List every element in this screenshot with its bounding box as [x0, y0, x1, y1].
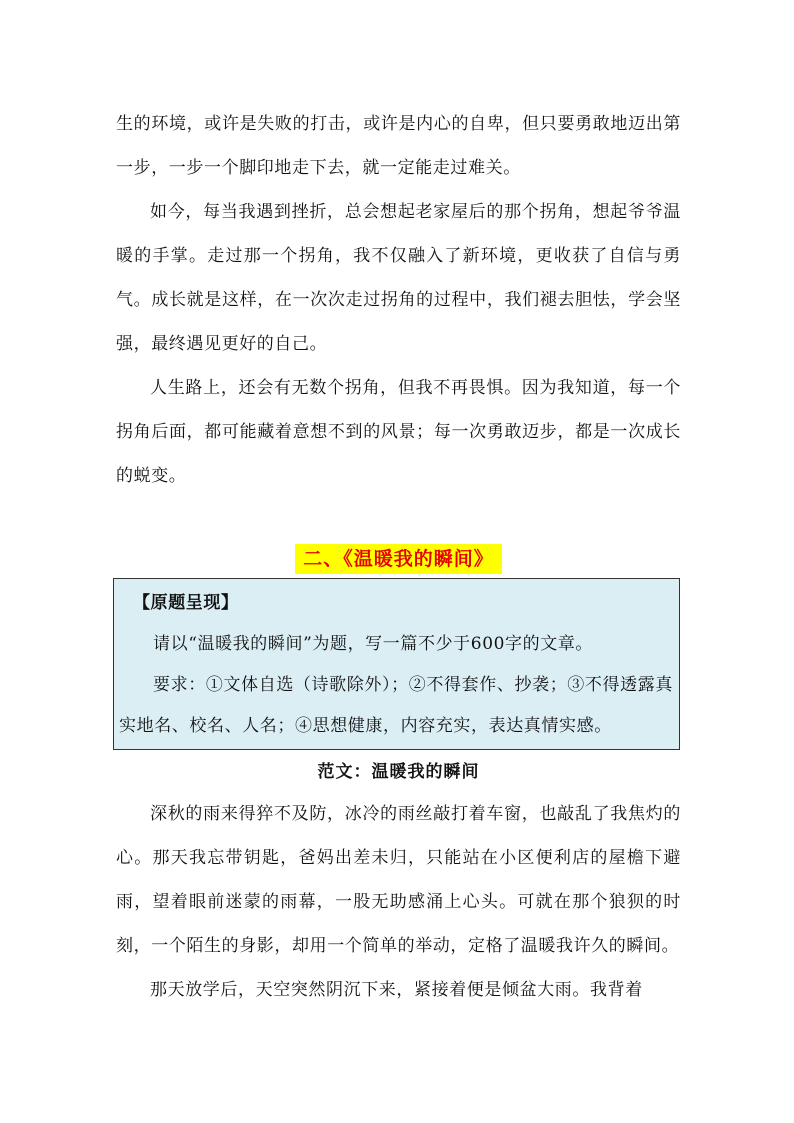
section-title: 二、《温暖我的瞬间》 — [295, 544, 502, 574]
prompt-box — [113, 578, 680, 750]
intro-paragraph-1: 生的环境，或许是失败的打击，或许是内心的自卑，但只要勇敢地迈出第一步，一步一个脚印地走下去，就一定能走过难关。 — [116, 114, 681, 178]
prompt-question: 请以“温暖我的瞬间”为题，写一篇不少于600字的文章。 — [153, 634, 594, 654]
essay-paragraph-2: 那天放学后，天空突然阴沉下来，紧接着便是倾盆大雨。我背着 — [150, 980, 643, 1000]
essay-paragraph-1: 深秋的雨来得猝不及防，冰冷的雨丝敲打着车窗，也敲乱了我焦灼的心。那天我忘带钥匙，爸妈出差未归，只能站在小区便利店的屋檐下避雨，望着眼前迷蒙的雨幕，一股无助感涌上心头。可就在那个狼狈的时刻，一个陌生的身影，却用一个简单的举动，定格了温暖我许久的瞬间。 — [116, 804, 681, 956]
prompt-heading: 【原题呈现】 — [133, 593, 239, 613]
essay-title: 范文：温暖我的瞬间 — [317, 762, 480, 782]
section-title-container — [116, 544, 681, 576]
page-content — [116, 102, 681, 1012]
intro-paragraph-3: 人生路上，还会有无数个拐角，但我不再畏惧。因为我知道，每一个拐角后面，都可能藏着意想不到的风景；每一次勇敢迈步，都是一次成长的蜕变。 — [116, 378, 681, 486]
intro-paragraph-2: 如今，每当我遇到挫折，总会想起老家屋后的那个拐角，想起爷爷温暖的手掌。走过那一个拐角，我不仅融入了新环境，更收获了自信与勇气。成长就是这样，在一次次走过拐角的过程中，我们褪去胆怯，学会坚强，最终遇见更好的自己。 — [116, 202, 681, 354]
prompt-requirements: 要求：①文体自选（诗歌除外）；②不得套作、抄袭；③不得透露真实地名、校名、人名；④思想健康，内容充实，表达真情实感。 — [119, 675, 673, 736]
